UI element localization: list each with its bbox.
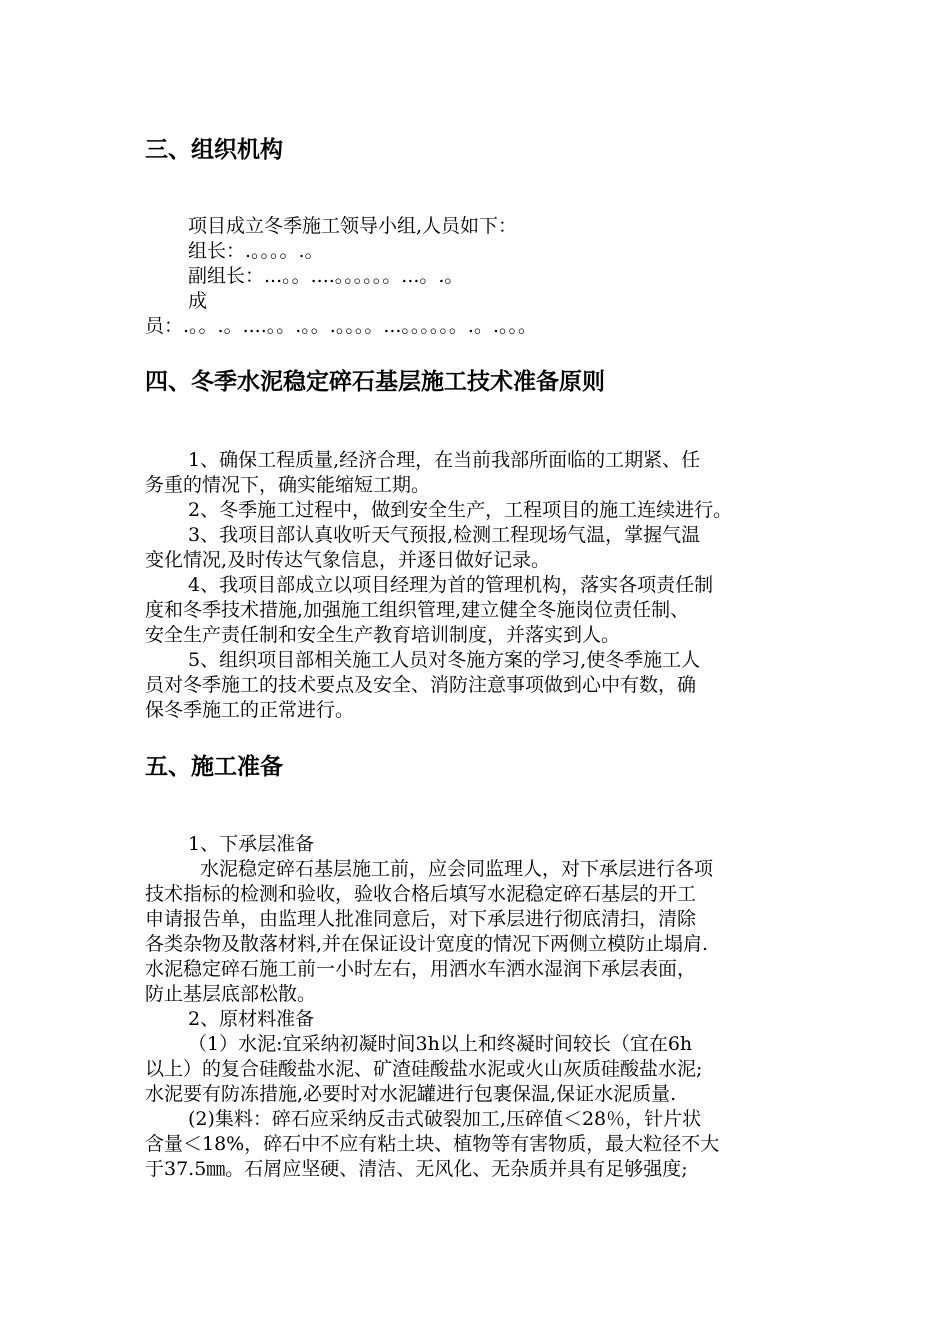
paragraph-line: 各类杂物及散落材料,并在保证设计宽度的情况下两侧立模防止塌肩. <box>145 933 709 955</box>
paragraph-line: 保冬季施工的正常进行。 <box>145 699 355 721</box>
paragraph-line: 于37.5㎜。石屑应坚硬、清洁、无风化、无杂质并具有足够强度; <box>145 1158 688 1180</box>
paragraph-line: 2、冬季施工过程中，做到安全生产，工程项目的施工连续进行。 <box>188 499 733 521</box>
paragraph-line: 防止基层底部松散。 <box>145 983 317 1005</box>
paragraph-line: 以上）的复合硅酸盐水泥、矿渣硅酸盐水泥或火山灰质硅酸盐水泥; <box>145 1058 703 1080</box>
paragraph-line: (2)集料：碎石应采纳反击式破裂加工,压碎值＜28％，针片状 <box>188 1108 702 1130</box>
section-heading-organization: 三、组织机构 <box>145 137 283 163</box>
paragraph-line: 副组长：...。。....。。。。。。...。.。 <box>188 265 464 287</box>
paragraph-line: 技术指标的检测和验收，验收合格后填写水泥稳定碎石基层的开工 <box>145 883 697 905</box>
paragraph-line: 员对冬季施工的技术要点及安全、消防注意事项做到心中有数，确 <box>145 674 697 696</box>
paragraph-line: 成 <box>188 290 208 312</box>
paragraph-line: 组长：.。。。。.。 <box>188 240 324 262</box>
paragraph-line: 4、我项目部成立以项目经理为首的管理机构，落实各项责任制 <box>188 574 714 596</box>
paragraph-line: 务重的情况下，确实能缩短工期。 <box>145 474 431 496</box>
paragraph-line: 1、下承层准备 <box>188 833 315 855</box>
paragraph-line: 安全生产责任制和安全生产教育培训制度，并落实到人。 <box>145 624 621 646</box>
paragraph-line: 3、我项目部认真收听天气预报,检测工程现场气温，掌握气温 <box>188 524 701 546</box>
paragraph-line: （1）水泥:宜采纳初凝时间3h以上和终凝时间较长（宜在6h <box>188 1033 693 1055</box>
paragraph-line: 申请报告单，由监理人批准同意后，对下承层进行彻底清扫，清除 <box>145 908 697 930</box>
paragraph-line: 项目成立冬季施工领导小组,人员如下： <box>188 215 518 237</box>
paragraph-line: 1、确保工程质量,经济合理，在当前我部所面临的工期紧、任 <box>188 449 701 471</box>
paragraph-line: 水泥稳定碎石基层施工前，应会同监理人，对下承层进行各项 <box>200 858 714 880</box>
paragraph-line: 水泥要有防冻措施,必要时对水泥罐进行包裹保温,保证水泥质量. <box>145 1083 677 1105</box>
section-heading-principles: 四、冬季水泥稳定碎石基层施工技术准备原则 <box>145 369 605 395</box>
paragraph-line: 变化情况,及时传达气象信息，并逐日做好记录。 <box>145 549 551 571</box>
paragraph-line: 2、原材料准备 <box>188 1008 315 1030</box>
paragraph-line: 含量＜18%，碎石中不应有粘土块、植物等有害物质，最大粒径不大 <box>145 1133 720 1155</box>
paragraph-line: 员：.。。.。....。。.。。.。。。。...。。。。。。.。.。。。 <box>145 315 538 337</box>
section-heading-preparation: 五、施工准备 <box>145 754 283 780</box>
paragraph-line: 水泥稳定碎石施工前一小时左右，用洒水车洒水湿润下承层表面， <box>145 958 697 980</box>
paragraph-line: 5、组织项目部相关施工人员对冬施方案的学习,使冬季施工人 <box>188 649 701 671</box>
paragraph-line: 度和冬季技术措施,加强施工组织管理,建立健全冬施岗位责任制、 <box>145 599 690 621</box>
